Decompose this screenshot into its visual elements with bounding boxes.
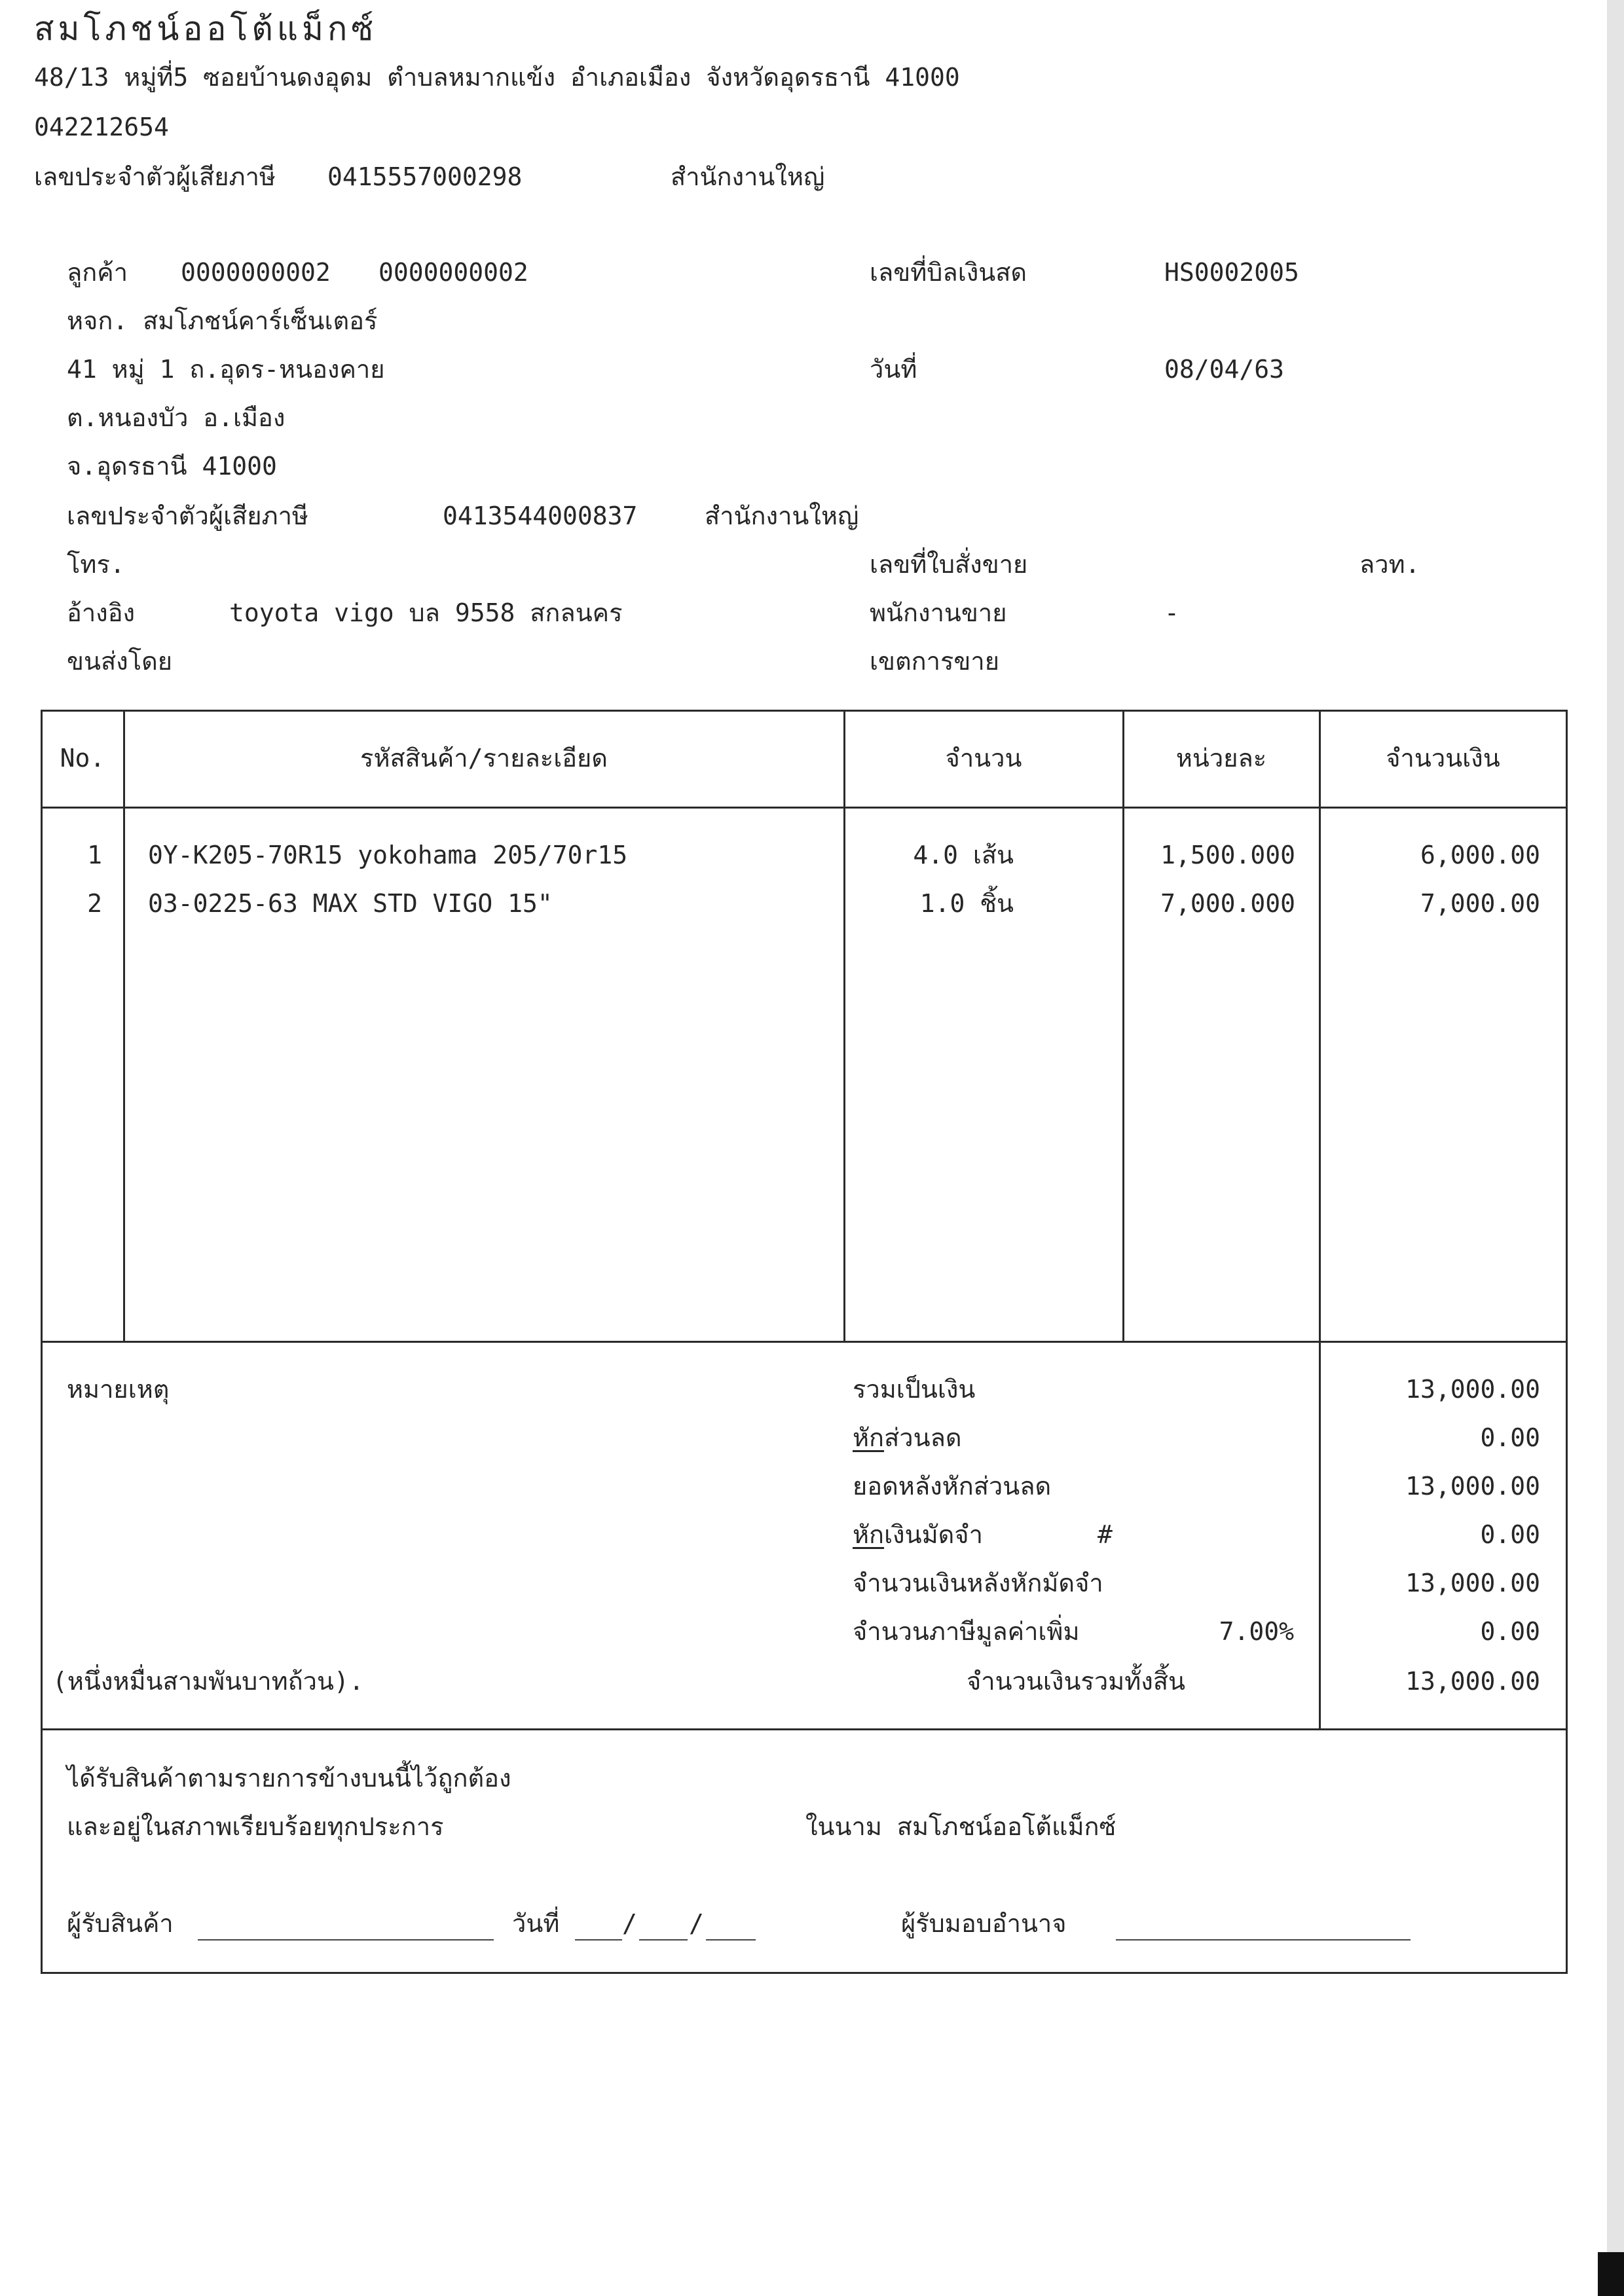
after-deposit-label: จำนวนเงินหลังหักมัดจำ (853, 1569, 1103, 1597)
vat-value: 0.00 (1480, 1617, 1540, 1646)
col-divider-3 (1122, 710, 1124, 1342)
row-amount: 6,000.00 (1420, 841, 1540, 869)
row-description: 03-0225-63 MAX STD VIGO 15" (148, 889, 553, 918)
deposit-label-text: เงินมัดจำ (884, 1520, 983, 1549)
customer-branch: สำนักงานใหญ่ (705, 501, 859, 530)
after-deposit-value: 13,000.00 (1405, 1569, 1540, 1597)
receive-date-label: วันที่ (512, 1909, 560, 1938)
customer-label: ลูกค้า (67, 258, 128, 287)
shipping-label: ขนส่งโดย (67, 647, 173, 676)
col-header-unit-price: หน่วยละ (1175, 744, 1267, 773)
col-header-amount: จำนวนเงิน (1386, 744, 1500, 773)
authorized-signature-line (1116, 1939, 1411, 1941)
table-header-border (41, 807, 1568, 809)
authorized-label: ผู้รับมอบอำนาจ (901, 1909, 1067, 1938)
customer-code: 0000000002 (181, 258, 331, 287)
on-behalf-of: ในนาม สมโภชน์ออโต้แม็กซ์ (805, 1812, 1116, 1841)
row-quantity: 1.0 ชิ้น (919, 889, 1014, 918)
receive-date-year-blank (706, 1939, 756, 1941)
frame-right-border (1566, 710, 1568, 1974)
subtotal-label: รวมเป็นเงิน (853, 1375, 976, 1404)
company-phone: 042212654 (34, 113, 169, 141)
bill-number-label: เลขที่บิลเงินสด (870, 258, 1027, 287)
sales-order-label: เลขที่ใบสั่งขาย (870, 550, 1028, 579)
sales-order-value: ลวท. (1359, 550, 1420, 579)
row-no: 2 (87, 889, 102, 918)
col-divider-2 (843, 710, 845, 1342)
customer-phone-label: โทร. (67, 550, 125, 579)
customer-tax-label: เลขประจำตัวผู้เสียภาษี (67, 501, 308, 530)
date-separator-2: / (689, 1909, 704, 1938)
deposit-value: 0.00 (1480, 1520, 1540, 1549)
received-statement-line1: ได้รับสินค้าตามรายการข้างบนนี้ไว้ถูกต้อง (67, 1764, 511, 1793)
total-in-words: (หนึ่งหมื่นสามพันบาทถ้วน). (52, 1667, 364, 1696)
customer-address-line2: ต.หนองบัว อ.เมือง (67, 403, 286, 432)
receive-date-month-blank (639, 1939, 688, 1941)
date-separator-1: / (622, 1909, 637, 1938)
salesperson-label: พนักงานขาย (870, 598, 1007, 627)
row-unit-price: 1,500.000 (1160, 841, 1295, 869)
discount-label-text: ส่วนลด (884, 1423, 962, 1452)
salesperson-value: - (1164, 598, 1179, 627)
reference-value: toyota vigo บล 9558 สกลนคร (229, 598, 623, 627)
summary-bottom-border (41, 1728, 1568, 1730)
discount-prefix: หัก (853, 1423, 885, 1452)
deposit-label (853, 1519, 983, 1550)
customer-name: หจก. สมโภชน์คาร์เซ็นเตอร์ (67, 306, 378, 335)
customer-address-line1: 41 หมู่ 1 ถ.อุดร-หนองคาย (67, 355, 385, 384)
bill-number: HS0002005 (1164, 258, 1299, 287)
bill-date-label: วันที่ (870, 355, 917, 384)
vat-label: จำนวนภาษีมูลค่าเพิ่ม (853, 1617, 1080, 1646)
company-name: สมโภชน์ออโต้แม็กซ์ (34, 10, 378, 48)
bill-date: 08/04/63 (1164, 355, 1285, 384)
col-divider-1 (123, 710, 125, 1342)
customer-address-line3: จ.อุดรธานี 41000 (67, 452, 277, 481)
row-no: 1 (87, 841, 102, 869)
receiver-signature-line (198, 1939, 494, 1941)
discount-label (853, 1422, 962, 1453)
remark-label: หมายเหตุ (67, 1375, 170, 1404)
discount-value: 0.00 (1480, 1423, 1540, 1452)
company-branch: สำนักงานใหญ่ (671, 162, 825, 191)
col-header-description: รหัสสินค้า/รายละเอียด (360, 744, 608, 773)
col-header-no: No. (60, 744, 105, 773)
sales-area-label: เขตการขาย (870, 647, 999, 676)
vat-rate: 7.00% (1219, 1617, 1294, 1646)
grand-total-label: จำนวนเงินรวมทั้งสิ้น (967, 1667, 1185, 1696)
row-description: 0Y-K205-70R15 yokohama 205/70r15 (148, 841, 628, 869)
received-statement-line2: และอยู่ในสภาพเรียบร้อยทุกประการ (67, 1812, 444, 1841)
table-top-border (41, 710, 1568, 712)
receive-date-day-blank (575, 1939, 622, 1941)
customer-code-2: 0000000002 (378, 258, 528, 287)
deposit-prefix: หัก (853, 1520, 885, 1549)
table-bottom-border (41, 1341, 1568, 1343)
grand-total-value: 13,000.00 (1405, 1667, 1540, 1696)
row-unit-price: 7,000.000 (1160, 889, 1295, 918)
after-discount-value: 13,000.00 (1405, 1472, 1540, 1501)
after-discount-label: ยอดหลังหักส่วนลด (853, 1472, 1052, 1501)
reference-label: อ้างอิง (67, 598, 136, 627)
company-tax-id: 0415557000298 (327, 162, 523, 191)
company-address: 48/13 หมู่ที่5 ซอยบ้านดงอุดม ตำบลหมากแข้ง อำเภอเมือง จังหวัดอุดรธานี 41000 (34, 63, 960, 92)
receiver-label: ผู้รับสินค้า (67, 1909, 174, 1938)
subtotal-value: 13,000.00 (1405, 1375, 1540, 1404)
customer-tax-id: 0413544000837 (443, 501, 638, 530)
footer-bottom-border (41, 1972, 1568, 1974)
row-quantity: 4.0 เส้น (913, 841, 1014, 869)
row-amount: 7,000.00 (1420, 889, 1540, 918)
scan-edge (1607, 0, 1624, 2296)
scan-edge-dark (1598, 2252, 1624, 2296)
company-tax-label: เลขประจำตัวผู้เสียภาษี (34, 162, 276, 191)
col-header-quantity: จำนวน (945, 744, 1022, 773)
deposit-mark: # (1098, 1520, 1113, 1549)
